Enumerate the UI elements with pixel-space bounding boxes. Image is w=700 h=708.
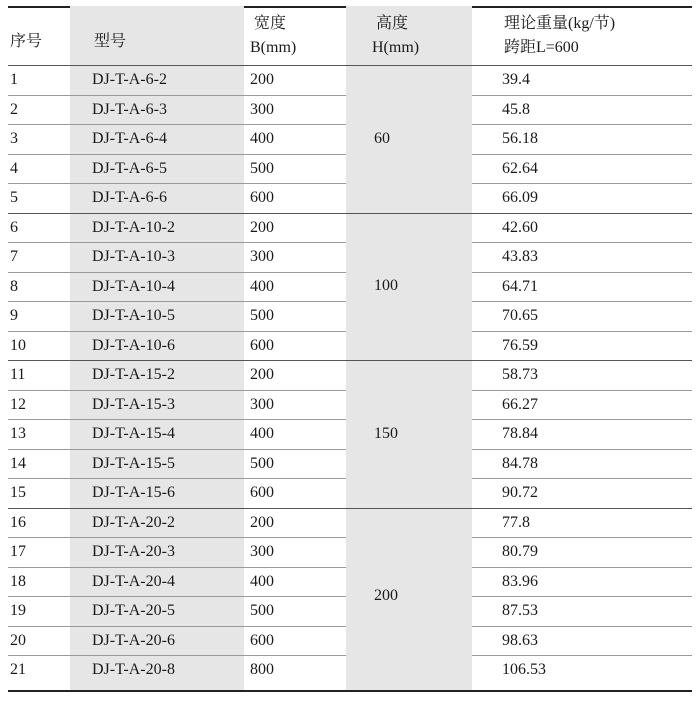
row-divider [8,154,346,155]
row-model: DJ-T-A-10-2 [92,218,175,236]
row-divider [472,567,692,568]
row-weight: 77.8 [502,513,530,531]
row-width: 600 [250,336,274,354]
row-width: 300 [250,543,274,560]
row-model: DJ-T-A-6-5 [92,159,167,177]
row-model: DJ-T-A-15-6 [92,484,175,501]
row-width: 500 [250,307,274,324]
row-model: DJ-T-A-20-4 [92,572,175,590]
row-model: DJ-T-A-6-4 [92,130,167,147]
row-index: 5 [10,189,18,206]
row-divider [472,331,692,332]
row-divider [8,331,346,332]
row-width: 600 [250,189,274,206]
row-width: 200 [250,513,274,531]
row-width: 300 [250,248,274,265]
row-model: DJ-T-A-15-2 [92,366,175,383]
row-divider [472,301,692,302]
row-divider [472,537,692,538]
row-divider [472,596,692,597]
row-weight: 98.63 [502,631,538,649]
row-width: 500 [250,454,274,472]
row-weight: 84.78 [502,454,538,472]
row-width: 400 [250,425,274,442]
row-width: 200 [250,366,274,383]
row-width: 300 [250,395,274,413]
header-weight-span: 跨距L=600 [504,39,579,56]
row-model: DJ-T-A-20-6 [92,631,175,649]
row-width: 600 [250,631,274,649]
row-width: 200 [250,71,274,88]
group-divider [8,65,692,66]
header-index: 序号 [10,33,43,50]
row-divider [8,567,346,568]
header-width-unit: B(mm) [250,39,297,56]
row-divider [472,154,692,155]
row-width: 200 [250,218,274,236]
row-model: DJ-T-A-10-6 [92,336,175,354]
header-model: 型号 [94,33,127,50]
row-divider [8,95,346,96]
row-index: 19 [10,602,26,619]
row-weight: 62.64 [502,159,538,177]
row-weight: 106.53 [502,661,546,678]
height-group-value: 60 [374,129,390,147]
row-divider [472,272,692,273]
row-divider [8,449,346,450]
row-index: 1 [10,71,18,88]
row-index: 15 [10,484,26,501]
row-weight: 70.65 [502,307,538,324]
row-model: DJ-T-A-20-3 [92,543,175,560]
row-weight: 78.84 [502,425,538,442]
row-model: DJ-T-A-6-3 [92,100,167,118]
row-weight: 43.83 [502,248,538,265]
group-divider [8,508,692,509]
row-divider [8,390,346,391]
row-model: DJ-T-A-6-6 [92,189,167,206]
row-index: 9 [10,307,18,324]
row-divider [8,655,346,656]
group-divider [8,360,692,361]
row-weight: 80.79 [502,543,538,560]
table-bottom-rule [8,690,692,692]
row-index: 14 [10,454,26,472]
row-weight: 87.53 [502,602,538,619]
row-weight: 66.27 [502,395,538,413]
row-weight: 39.4 [502,71,530,88]
row-divider [472,478,692,479]
row-divider [8,272,346,273]
row-divider [472,390,692,391]
row-width: 400 [250,277,274,295]
row-width: 600 [250,484,274,501]
row-index: 3 [10,130,18,147]
row-divider [472,242,692,243]
row-model: DJ-T-A-10-5 [92,307,175,324]
row-divider [472,655,692,656]
row-index: 11 [10,366,26,383]
row-model: DJ-T-A-15-4 [92,425,175,442]
row-weight: 58.73 [502,366,538,383]
row-weight: 56.18 [502,130,538,147]
header-width-title: 宽度 [254,15,287,32]
row-index: 4 [10,159,18,177]
row-model: DJ-T-A-10-3 [92,248,175,265]
row-divider [472,183,692,184]
row-weight: 76.59 [502,336,538,354]
row-divider [8,537,346,538]
height-column-shade [346,6,472,692]
row-width: 300 [250,100,274,118]
row-width: 400 [250,130,274,147]
row-weight: 45.8 [502,100,530,118]
row-divider [8,626,346,627]
row-width: 800 [250,661,274,678]
group-divider [8,213,692,214]
row-index: 8 [10,277,18,295]
row-index: 13 [10,425,26,442]
row-divider [472,124,692,125]
row-model: DJ-T-A-15-5 [92,454,175,472]
row-divider [8,301,346,302]
row-divider [8,478,346,479]
row-model: DJ-T-A-6-2 [92,71,167,88]
row-index: 17 [10,543,26,560]
row-weight: 83.96 [502,572,538,590]
row-divider [8,596,346,597]
row-divider [8,242,346,243]
row-index: 20 [10,631,26,649]
height-group-value: 150 [374,424,398,442]
row-model: DJ-T-A-20-5 [92,602,175,619]
row-index: 16 [10,513,26,531]
row-divider [8,419,346,420]
row-index: 6 [10,218,18,236]
row-model: DJ-T-A-10-4 [92,277,175,295]
row-weight: 66.09 [502,189,538,206]
row-divider [472,626,692,627]
header-height-unit: H(mm) [372,39,420,56]
row-divider [8,183,346,184]
row-index: 21 [10,661,26,678]
row-width: 500 [250,602,274,619]
header-height-title: 高度 [376,15,409,32]
row-divider [8,124,346,125]
row-model: DJ-T-A-20-2 [92,513,175,531]
height-group-value: 100 [374,277,398,295]
row-weight: 90.72 [502,484,538,501]
row-divider [472,449,692,450]
row-width: 400 [250,572,274,590]
row-index: 10 [10,336,26,354]
row-model: DJ-T-A-15-3 [92,395,175,413]
row-index: 2 [10,100,18,118]
row-index: 18 [10,572,26,590]
height-group-value: 200 [374,587,398,604]
row-divider [472,419,692,420]
row-index: 12 [10,395,26,413]
row-weight: 42.60 [502,218,538,236]
row-weight: 64.71 [502,277,538,295]
row-divider [472,95,692,96]
row-model: DJ-T-A-20-8 [92,661,175,678]
header-weight-title: 理论重量(kg/节) [504,15,616,32]
row-index: 7 [10,248,18,265]
row-width: 500 [250,159,274,177]
spec-table [8,6,692,692]
